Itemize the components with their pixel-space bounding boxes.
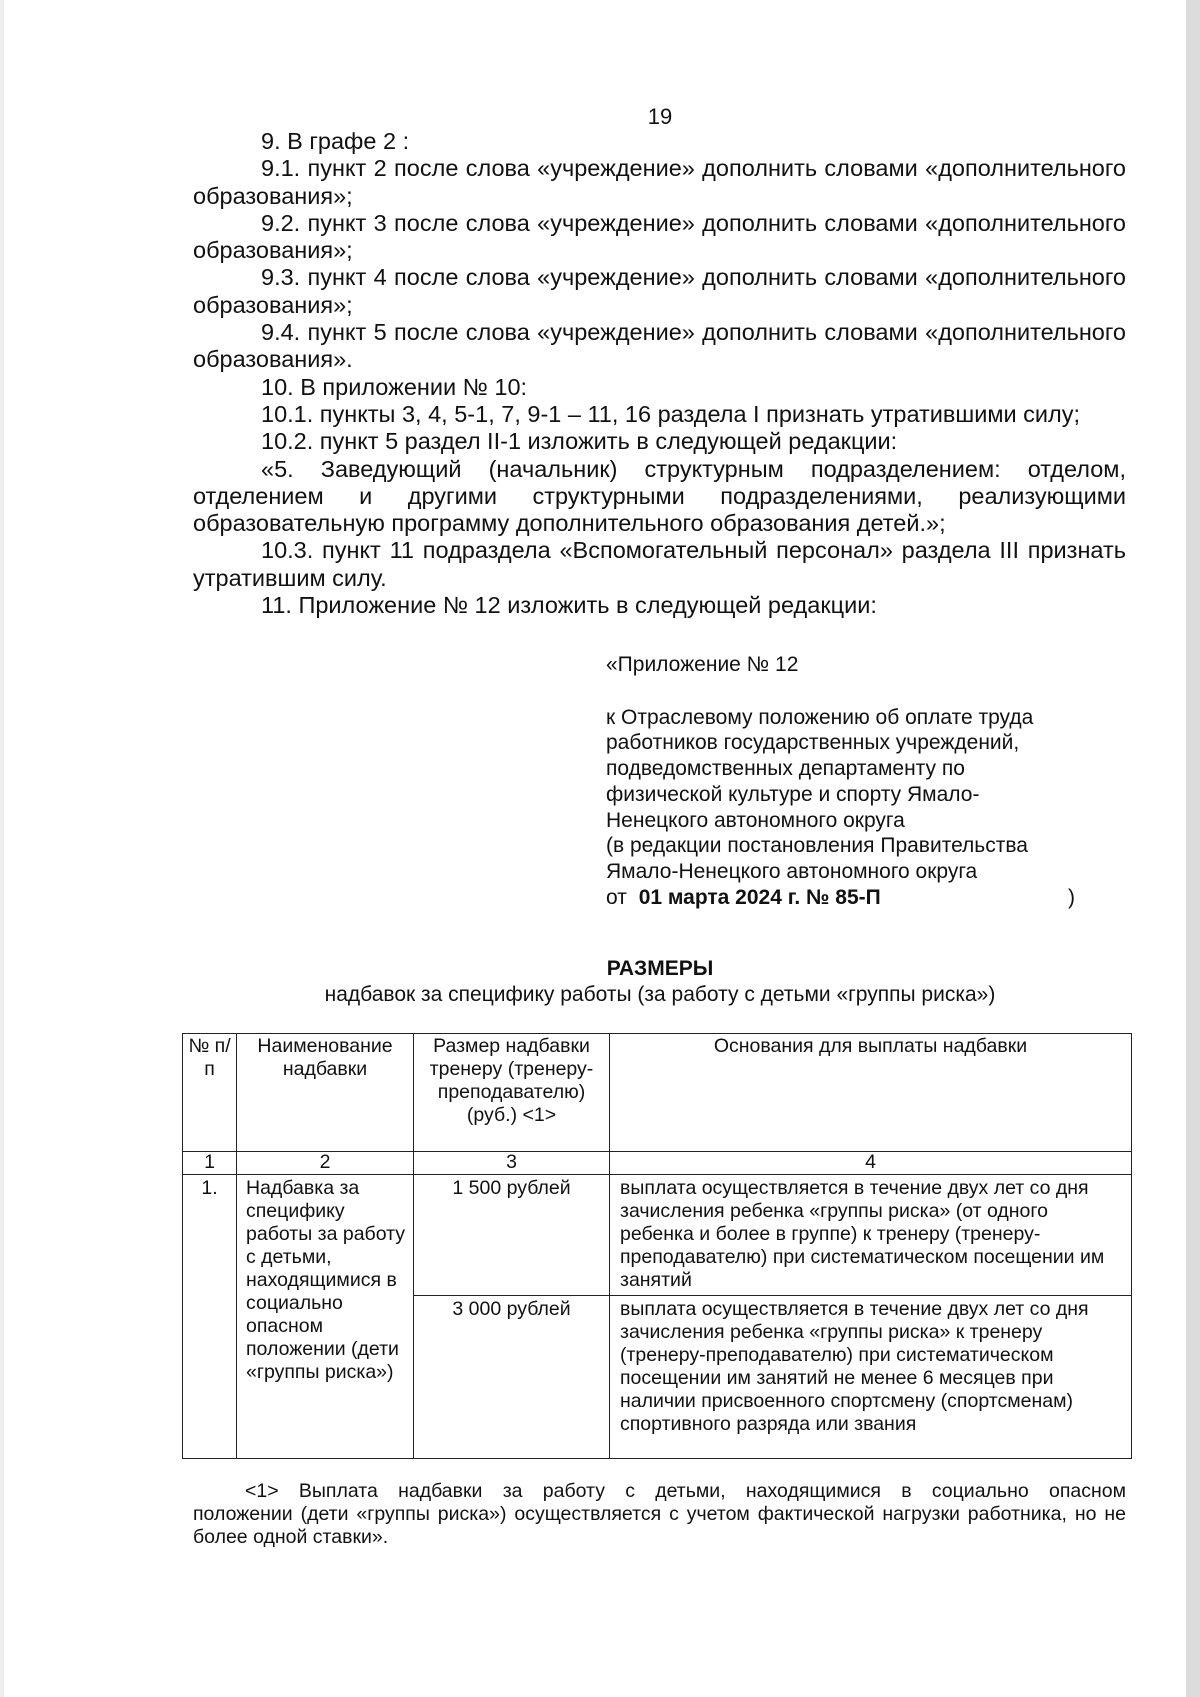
body-text [193, 128, 1126, 619]
payment-basis: выплата осуществляется в течение двух лет со дня зачисления ребенка «группы риска» к тренеру (тренеру-преподавателю) при систематическом посещении им занятий не менее 6 месяцев при наличии присвоенного спортсмену (спортсменам) спортивного разряда или звания [610, 1296, 1132, 1459]
appendix-block [606, 652, 1116, 910]
paragraph-9-3: 9.3. пункт 4 после слова «учреждение» дополнить словами «дополнительного образования»; [193, 264, 1126, 318]
appendix-line: Ненецкого автономного округа [606, 808, 905, 832]
column-number: 1 [183, 1152, 237, 1175]
appendix-resolution-line [606, 885, 1116, 911]
appendix-line: подведомственных департаменту по [606, 757, 965, 781]
paragraph-9-2: 9.2. пункт 3 после слова «учреждение» дополнить словами «дополнительного образования»; [193, 209, 1126, 264]
header-payment-basis: Основания для выплаты надбавки [610, 1034, 1132, 1152]
page-number: 19 [647, 104, 673, 129]
payment-basis: выплата осуществляется в течение двух лет со дня зачисления ребенка «группы риска» (от одного ребенка и более в группе) к тренеру (тренеру-преподавателю) при систематическом посещении им занятий [610, 1175, 1132, 1296]
column-number: 2 [237, 1152, 414, 1175]
table-header-row [183, 1034, 1132, 1152]
allowance-name: Надбавка за специфику работы за работу с детьми, находящимися в социально опасном положении (дети «группы риска») [237, 1175, 414, 1459]
resolution-reference: 01 марта 2024 г. № 85-П [638, 885, 881, 909]
appendix-from-label: от [606, 885, 627, 909]
paragraph-quote-5: «5. Заведующий (начальник) структурным подразделением: отделом, отделением и другими структурными подразделениями, реализующими образовательную программу дополнительного образования детей.»; [193, 455, 1126, 537]
header-allowance-name: Наименование надбавки [237, 1034, 414, 1152]
paragraph-10-1: 10.1. пункты 3, 4, 5-1, 7, 9-1 – 11, 16 раздела I признать утратившими силу; [261, 400, 1081, 427]
appendix-closing-paren: ) [1068, 885, 1075, 909]
allowance-table [182, 1033, 1132, 1459]
paragraph-10: 10. В приложении № 10: [261, 373, 528, 400]
appendix-line: (в редакции постановления Правительства [606, 834, 1028, 858]
paragraph-10-2: 10.2. пункт 5 раздел II-1 изложить в следующей редакции: [261, 428, 898, 455]
paragraph-9: 9. В графе 2 : [261, 128, 410, 154]
header-allowance-amount: Размер надбавки тренеру (тренеру-преподавателю) (руб.) <1> [414, 1034, 610, 1152]
table-subtitle: надбавок за специфику работы (за работу с детьми «группы риска») [324, 983, 996, 1006]
appendix-line: работников государственных учреждений, [606, 731, 1020, 755]
allowance-amount: 1 500 рублей [414, 1175, 610, 1296]
table-row [183, 1175, 1132, 1296]
header-number: № п/п [183, 1034, 237, 1152]
page-edge-right [1186, 0, 1200, 1697]
column-number: 3 [414, 1152, 610, 1175]
paragraph-11: 11. Приложение № 12 изложить в следующей редакции: [261, 592, 877, 619]
allowance-amount: 3 000 рублей [414, 1296, 610, 1459]
paragraph-9-4: 9.4. пункт 5 после слова «учреждение» дополнить словами «дополнительного образования». [193, 319, 1126, 373]
paragraph-10-3: 10.3. пункт 11 подраздела «Вспомогательный персонал» раздела III признать утратившим силу. [193, 537, 1126, 591]
paragraph-9-1: 9.1. пункт 2 после слова «учреждение» дополнить словами «дополнительного образования»; [193, 155, 1126, 209]
footnote [193, 1480, 1126, 1549]
table-column-number-row [183, 1152, 1132, 1175]
row-number: 1. [183, 1175, 237, 1459]
table-title: РАЗМЕРЫ [606, 957, 714, 980]
appendix-line: к Отраслевому положению об оплате труда [606, 705, 1034, 729]
footnote-line-1: <1> Выплата надбавки за работу с детьми, находящимися в социально опасном [245, 1480, 1126, 1502]
appendix-line: Ямало-Ненецкого автономного округа [606, 859, 978, 883]
appendix-body [606, 705, 1116, 911]
footnote-rest: положении (дети «группы риска») осуществляется с учетом фактической нагрузки работника, но не более одной ставки». [193, 1503, 1126, 1548]
page-edge-left [0, 0, 4, 1697]
column-number: 4 [610, 1152, 1132, 1175]
appendix-line: физической культуре и спорту Ямало- [606, 782, 980, 806]
appendix-title: «Приложение № 12 [606, 653, 799, 676]
